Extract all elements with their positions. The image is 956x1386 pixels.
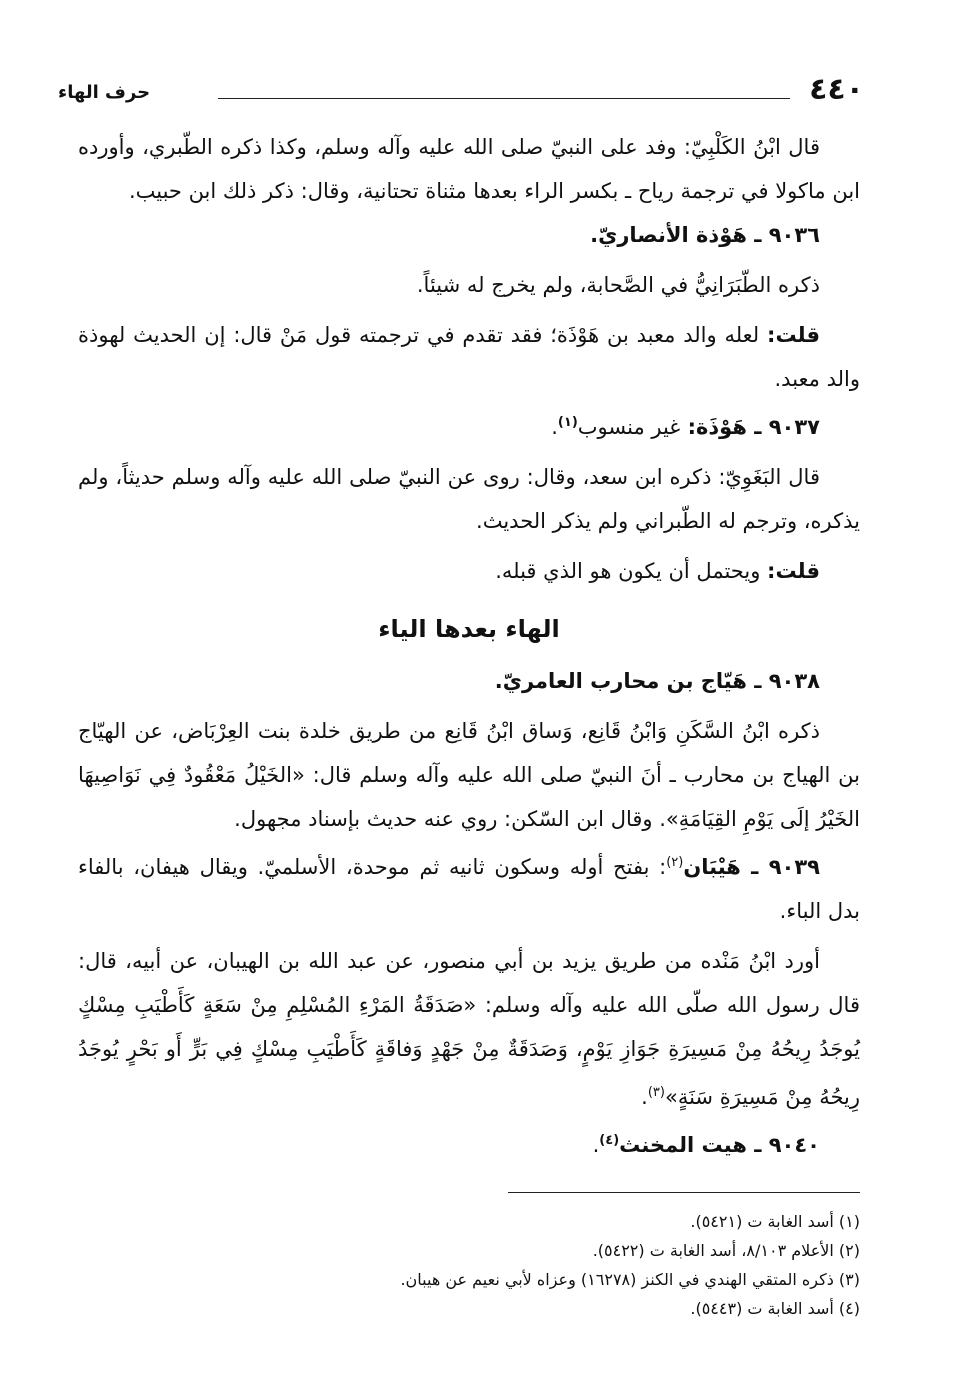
paragraph <box>78 939 860 1119</box>
page-number: ٤٤٠ <box>809 72 864 107</box>
running-title: حرف الهاء <box>58 82 151 103</box>
paragraph-end: . <box>641 1085 648 1109</box>
header-rule <box>218 98 790 99</box>
paragraph-text: أورد ابْنُ مَنْده من طريق يزيد بن أبي منصور، عن عبد الله بن الهيبان، عن أبيه، قال: قال رسول الله صلّى الله عليه وآله وسلم: «صَدَقَةُ المَرْءِ المُسْلِمِ مِنْ سَعَةٍ كَأَطْيَبِ مِسْكٍ يُوجَدُ رِيحُهُ مِنْ مَسِيرَةِ جَوَازِ يَوْمٍ، وَصَدَقَةٌ مِنْ جَهْدٍ وَفاقَةٍ كَأَطْيَبِ مِسْكٍ فِي بَرٍّ أَو بَحْرٍ يُوجَدُ رِيحُهُ مِنْ مَسِيرَةِ سَنَةٍ» <box>78 949 860 1109</box>
entry-heading-9036: ٩٠٣٦ ـ هَوْذة الأنصاريّ. <box>590 223 820 247</box>
footnote: (١) أسد الغابة ت (٥٤٢١). <box>690 1212 860 1231</box>
footnote-rule <box>508 1192 860 1193</box>
paragraph <box>78 313 860 401</box>
entry-heading-9038: ٩٠٣٨ ـ هَيّاج بن محارب العامريّ. <box>494 669 820 693</box>
entry-name: ٩٠٣٩ ـ هَيْبَان <box>683 855 820 879</box>
entry-name: ٩٠٣٧ ـ هَوْذَة: <box>687 415 820 439</box>
footnote: (٢) الأعلام ٨/١٠٣، أسد الغابة ت (٥٤٢٢). <box>592 1241 860 1260</box>
paragraph: ذكره ابْنُ السَّكَنِ وَابْنُ قَانِع، وَساق ابْنُ قَانِع من طريق خلدة بنت العِرْبَاض، عن الهيّاج بن الهياج بن محارب ـ أنَ النبيّ صلى الله عليه وآله وسلم قال: «الخَيْلُ مَعْقُودٌ فِي نَوَاصِيهَا الخَيْرُ إلَى يَوْمِ القِيَامَةِ». وقال ابن السّكن: روي عنه حديث بإسناد مجهول. <box>78 719 860 831</box>
footnote: (٣) ذكره المتقي الهندي في الكنز (١٦٢٧٨) وعزاه لأبي نعيم عن هيبان. <box>400 1270 860 1289</box>
entry-heading-9040 <box>78 1119 860 1167</box>
entry-name: ٩٠٤٠ ـ هيت المخنث <box>619 1133 820 1157</box>
footnote-ref[interactable]: (٤) <box>599 1133 620 1148</box>
entry-end: . <box>551 415 558 439</box>
qultu-label: قلت: <box>767 559 820 583</box>
paragraph: قال ابْنُ الكَلْبِيّ: وفد على النبيّ صلى الله عليه وآله وسلم، وكذا ذكره الطّبري، وأورده ابن ماكولا في ترجمة رياح ـ بكسر الراء بعدها مثناة تحتانية، وقال: ذكر ذلك ابن حبيب. <box>78 135 860 203</box>
paragraph-text: ويحتمل أن يكون هو الذي قبله. <box>495 559 761 583</box>
entry-end: . <box>592 1133 600 1157</box>
entry-note: غير منسوب <box>577 415 681 439</box>
paragraph: ذكره الطّبَرَانِيُّ في الصَّحابة، ولم يخرج له شيئاً. <box>416 273 820 297</box>
footnote: (٤) أسد الغابة ت (٥٤٤٣). <box>690 1299 860 1318</box>
footnotes <box>160 1207 860 1323</box>
footnote-ref[interactable]: (٣) <box>647 1085 665 1100</box>
paragraph <box>78 549 860 593</box>
footnote-ref[interactable]: (٢) <box>666 855 684 870</box>
main-text <box>78 125 860 1167</box>
footnote-ref[interactable]: (١) <box>557 415 578 430</box>
entry-note: : بفتح أوله وسكون ثانيه ثم موحدة، الأسلميّ. ويقال هيفان، بالفاء بدل الباء. <box>78 855 860 923</box>
paragraph-text: لعله والد معبد بن هَوْذَة؛ فقد تقدم في ترجمته قول مَنْ قال: إن الحديث لهوذة والد معبد. <box>78 323 860 391</box>
paragraph: قال البَغَوِيّ: ذكره ابن سعد، وقال: روى عن النبيّ صلى الله عليه وآله وسلم حديثاً، ولم يذكره، وترجم له الطّبراني ولم يذكر الحديث. <box>78 465 860 533</box>
qultu-label: قلت: <box>767 323 820 347</box>
entry-heading-9037 <box>78 401 860 449</box>
page-header <box>58 72 864 112</box>
entry-heading-9039 <box>78 841 860 933</box>
section-title: الهاء بعدها الياء <box>378 615 560 643</box>
